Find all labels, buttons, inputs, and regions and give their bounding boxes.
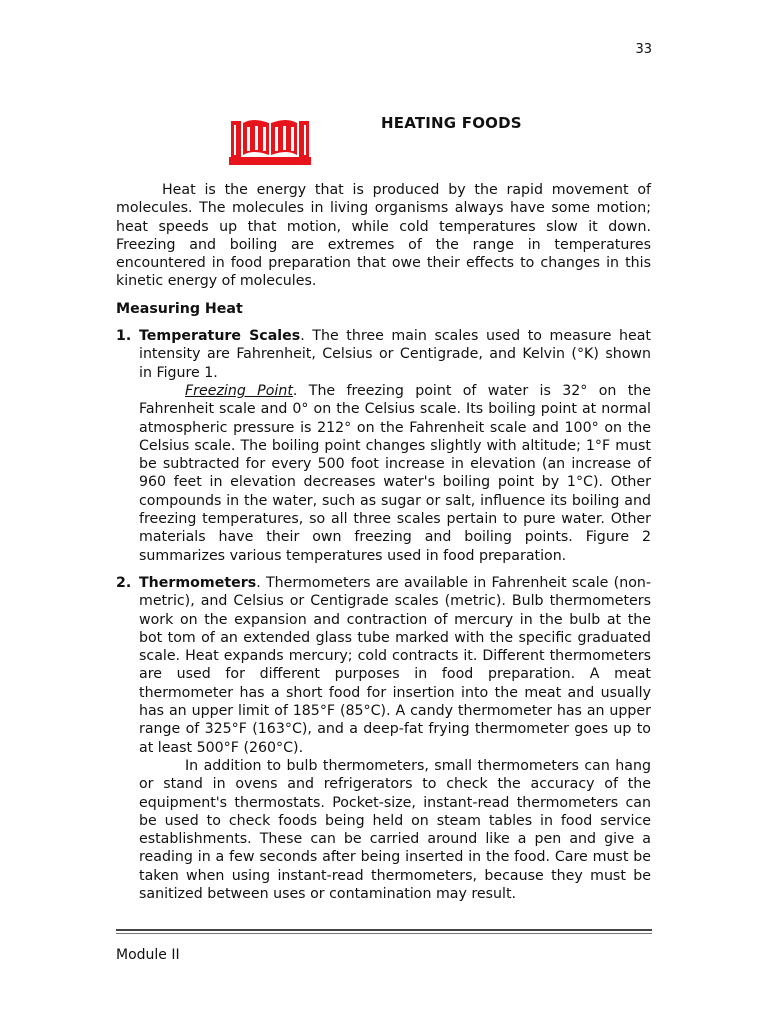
page-title: HEATING FOODS [381,114,522,132]
list-item-temperature-scales [116,327,651,565]
section-heading: Measuring Heat [116,300,243,317]
sub-text: . The freezing point of water is 32° on the Fahrenheit scale and 0° on the Celsius scale. Its boiling point at normal atmospheric pressure is 212° on the Fahrenheit scale and 100° on the Celsius scale. The boiling point changes slightly with altitude; 1°F must be subtracted for every 500 foot increase in elevation (an increase of 960 feet in elevation decreases water's boiling point by 1°C). Other compounds in the water, such as sugar or salt, influence its boiling and freezing temperatures, so all three scales pertain to pure water. Other materials have their own freezing and boiling points. Figure 2 summarizes various temperatures used in food preparation. [139,382,651,564]
footer-divider-thin [116,933,652,934]
list-item-number: 2. [116,574,132,591]
thermometers-second-paragraph: In addition to bulb thermometers, small thermometers can hang or stand in ovens and refrigerators to check the accuracy of the equipment's thermostats. Pocket-size, instant-read thermometers can be used to check foods being held on steam tables in food service establishments. These can be carried around like a pen and give a reading in a few seconds after being inserted in the food. Care must be taken when using instant-read thermometers, because they must be sanitized between uses or contamination may result. [139,757,651,902]
list-item-thermometers [116,574,651,903]
list-item-paragraph [139,574,651,757]
intro-paragraph: Heat is the energy that is produced by the rapid movement of molecules. The molecules in living organisms always have some motion; heat speeds up that motion, while cold temperatures slow it down. Freezing and boiling are extremes of the range in temperatures encountered in food preparation that owe their effects to changes in this kinetic energy of molecules. [116,182,651,290]
footer-divider [116,929,652,931]
item-heading: Temperature Scales [139,328,301,345]
freezing-point-paragraph [139,382,651,565]
item-text: . Thermometers are available in Fahrenheit scale (non-metric), and Celsius or Centigrade scales (metric). Bulb thermometers work on the expansion and contraction of mercury in the bulb at the bot tom of an extended glass tube marked with the specific graduated scale. Heat expands mercury; cold contracts it. Different thermometers are used for different purposes in food preparation. A meat thermometer has a short food for insertion into the meat and usually has an upper limit of 185°F (85°C). A candy thermometer has an upper range of 325°F (163°C), and a deep-fat frying thermometer goes up to at least 500°F (260°C). [139,574,651,756]
books-logo-icon [229,117,311,165]
body-content [116,181,651,903]
list-item-paragraph [139,327,651,382]
item-text: . The three main scales used to measure heat intensity are Fahrenheit, Celsius or Centigrade, and Kelvin (°K) shown in Figure 1. [139,328,651,381]
list-item-number: 1. [116,328,132,345]
page-number: 33 [635,42,652,57]
footer-module: Module II [116,947,180,963]
item-heading: Thermometers [139,574,257,591]
sub-heading: Freezing Point [185,382,293,399]
